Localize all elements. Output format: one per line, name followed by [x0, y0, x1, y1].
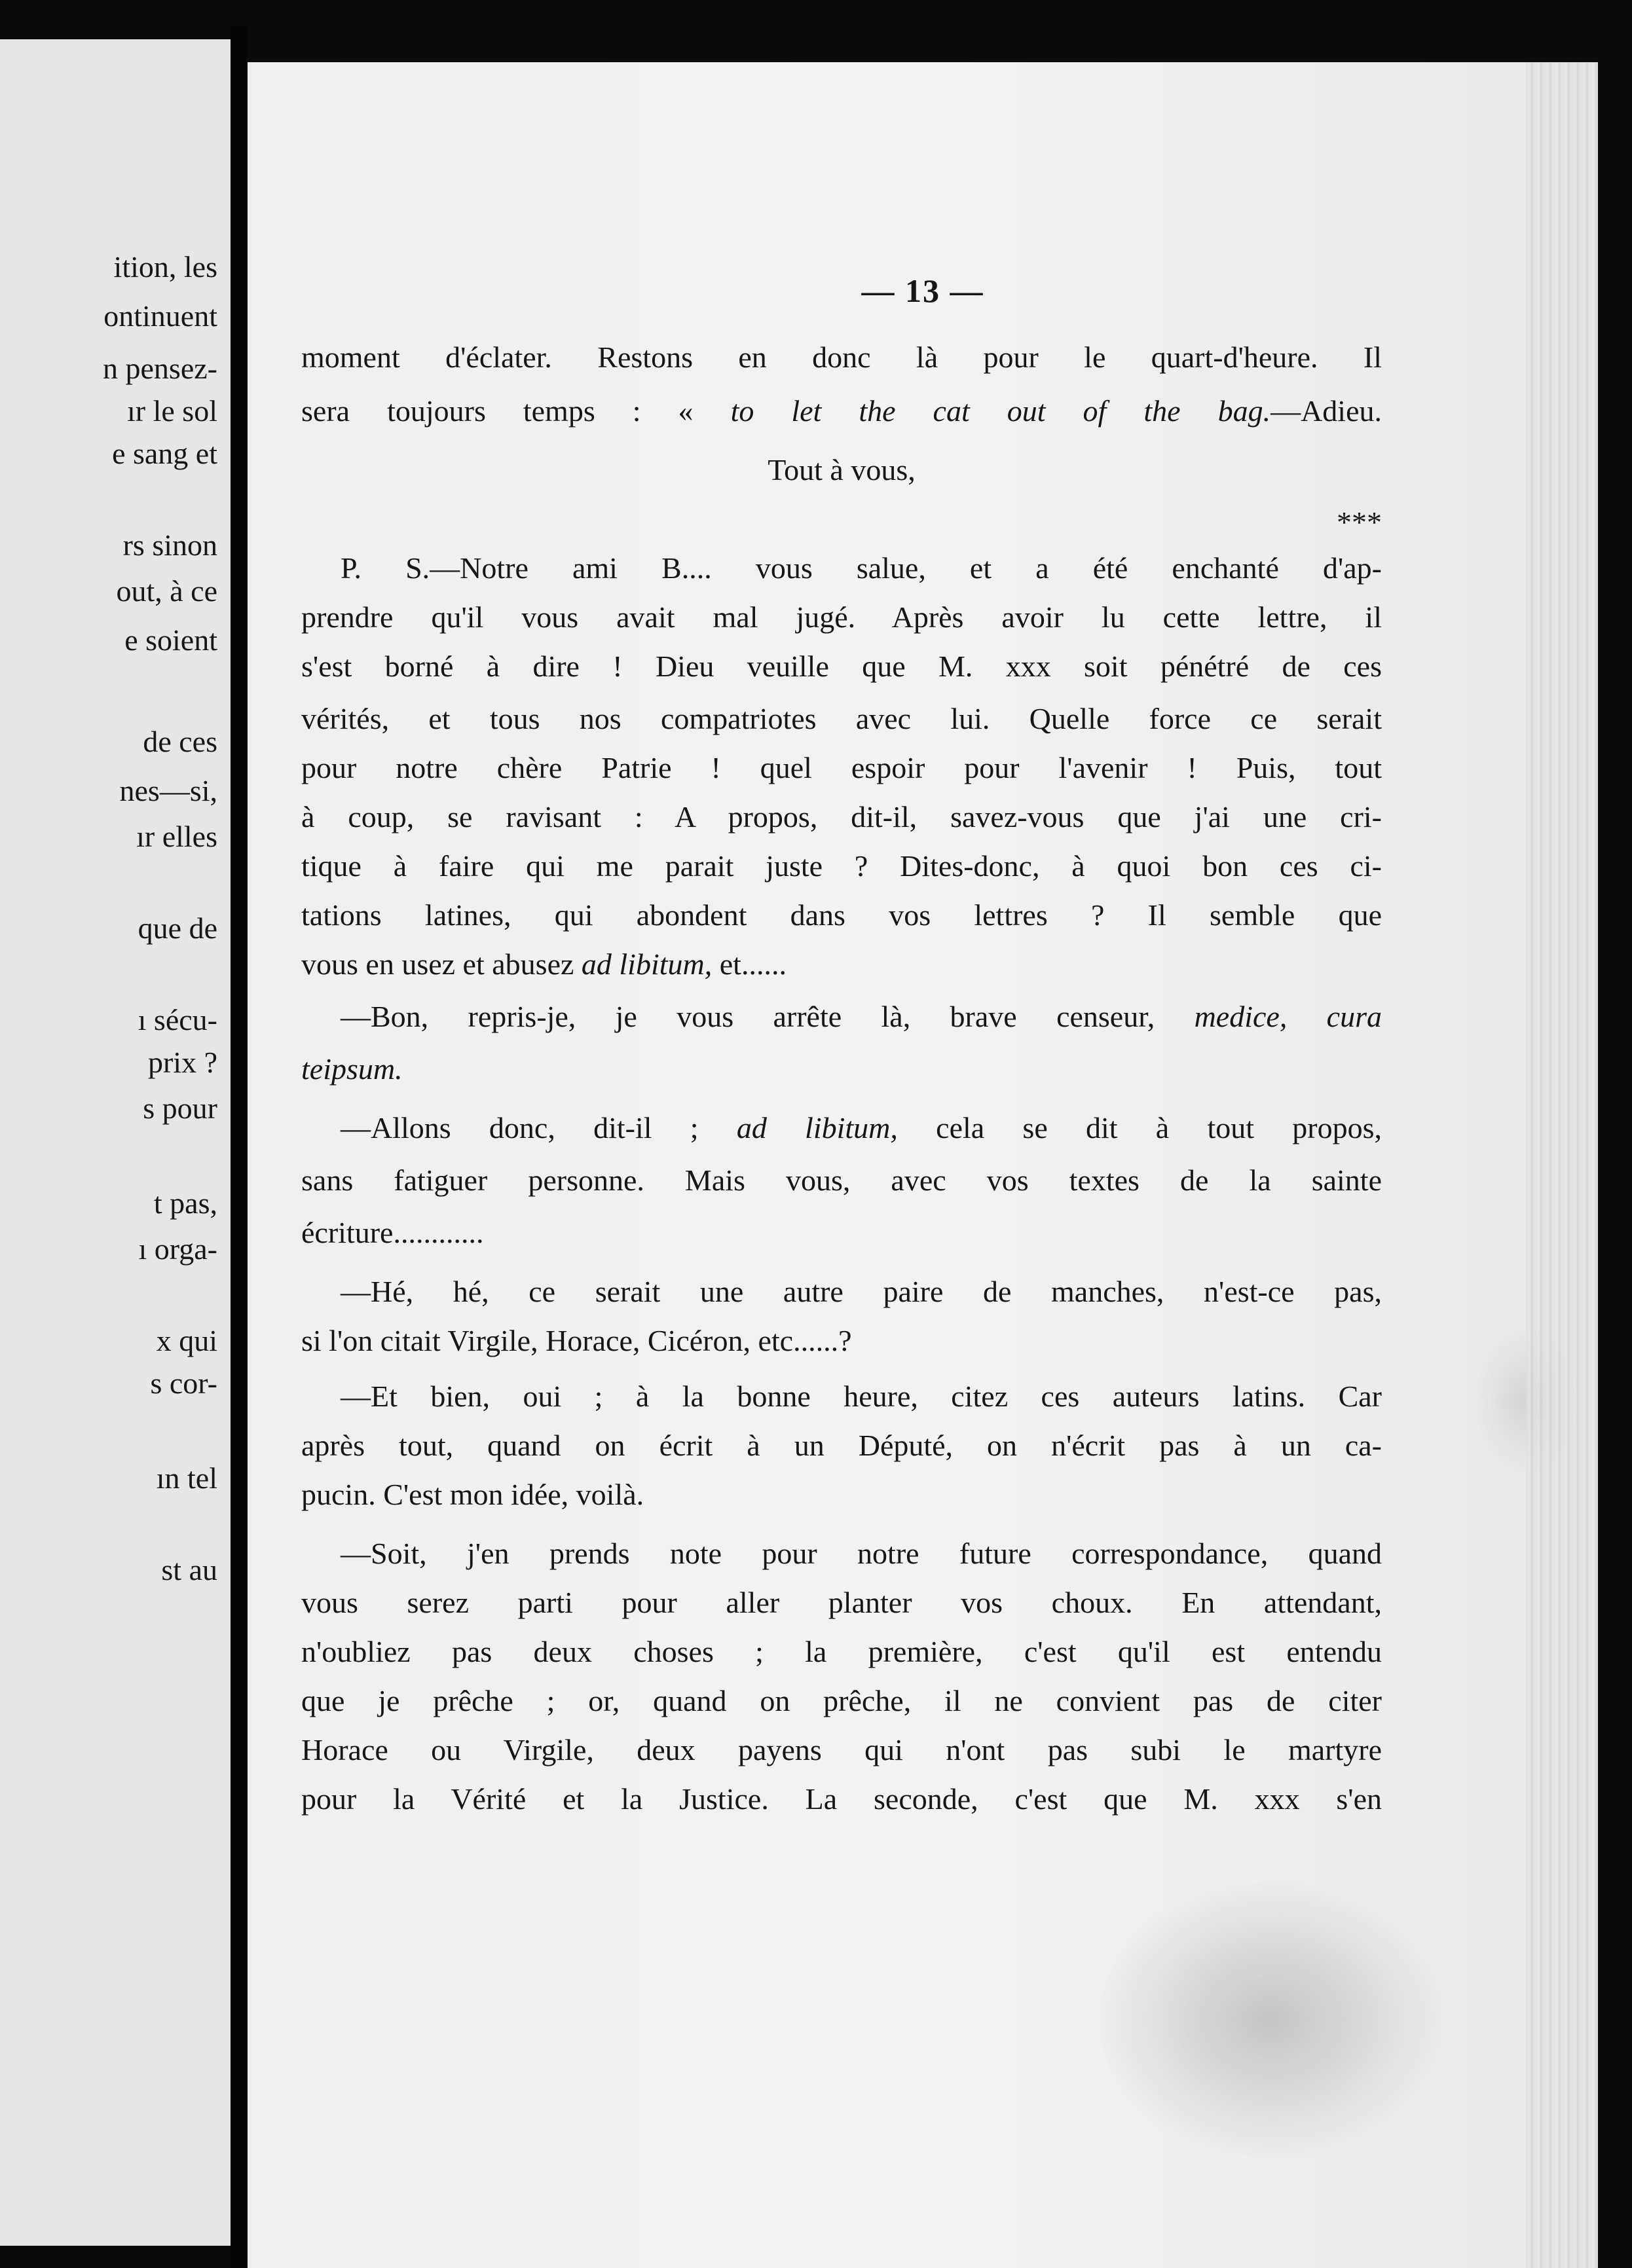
- text-line: [301, 802, 1382, 832]
- text-segment: sera toujours temps : «: [301, 394, 731, 428]
- text-line: [301, 1326, 1382, 1356]
- text-line: [301, 396, 1382, 426]
- book-gutter: [231, 26, 248, 2268]
- left-page-line: nes—si,: [119, 774, 217, 807]
- left-page-line: rs sinon: [122, 528, 217, 562]
- text-line: [301, 1218, 1382, 1248]
- text-segment: tique à faire qui me parait juste ? Dites-donc, à quoi bon ces ci-: [301, 849, 1382, 883]
- text-line: [301, 1784, 1382, 1814]
- previous-page-fragment: [0, 39, 231, 2246]
- page-edge: [1526, 62, 1598, 2268]
- text-segment: Horace ou Virgile, deux payens qui n'ont pas subi le martyre: [301, 1733, 1382, 1766]
- text-line: [301, 1431, 1382, 1461]
- left-page-line: ın tel: [156, 1461, 217, 1495]
- text-line: [301, 342, 1382, 373]
- text-segment: vérités, et tous nos compatriotes avec lui. Quelle force ce serait: [301, 702, 1382, 735]
- text-line: [301, 455, 1382, 485]
- left-page-line: ı sécu-: [138, 1003, 217, 1036]
- text-line: [301, 753, 1382, 783]
- text-segment: écriture............: [301, 1216, 484, 1249]
- text-segment: pour notre chère Patrie ! quel espoir pour l'avenir ! Puis, tout: [301, 751, 1382, 784]
- text-line: [301, 1735, 1382, 1765]
- text-line: [301, 1637, 1382, 1667]
- text-segment: pucin. C'est mon idée, voilà.: [301, 1478, 644, 1511]
- italic-text: medice, cura: [1194, 1000, 1382, 1033]
- left-page-line: x qui: [156, 1324, 217, 1357]
- text-segment: ***: [1337, 505, 1382, 539]
- text-line: [301, 1686, 1382, 1716]
- text-segment: et......: [712, 947, 787, 981]
- text-line: [301, 507, 1382, 538]
- text-line: [301, 1588, 1382, 1618]
- left-page-line: st au: [161, 1553, 217, 1586]
- text-segment: —Adieu.: [1270, 394, 1382, 428]
- text-segment: si l'on citait Virgile, Horace, Cicéron, etc......?: [301, 1324, 852, 1357]
- left-page-line: de ces: [143, 725, 217, 758]
- left-page-line: ı orga-: [138, 1232, 217, 1266]
- text-line: [301, 602, 1382, 632]
- italic-text: ad libitum,: [581, 947, 713, 981]
- text-segment: cela se dit à tout propos,: [897, 1111, 1382, 1144]
- text-segment: n'oubliez pas deux choses ; la première, c'est qu'il est entendu: [301, 1635, 1382, 1668]
- italic-text: teipsum.: [301, 1052, 403, 1086]
- left-page-line: ition, les: [113, 250, 217, 284]
- left-page-line: n pensez-: [103, 352, 217, 385]
- left-page-line: e soient: [124, 623, 217, 657]
- text-line: [301, 651, 1382, 682]
- text-line: [301, 1277, 1382, 1307]
- text-segment: —Soit, j'en prends note pour notre future correspondance, quand: [341, 1537, 1382, 1570]
- text-line: [301, 1113, 1382, 1143]
- text-segment: Tout à vous,: [768, 453, 916, 486]
- text-segment: tations latines, qui abondent dans vos lettres ? Il semble que: [301, 898, 1382, 932]
- book-page: [248, 62, 1598, 2268]
- left-page-line: t pas,: [153, 1186, 217, 1220]
- text-segment: vous en usez et abusez: [301, 947, 582, 981]
- text-segment: sans fatiguer personne. Mais vous, avec vos textes de la sainte: [301, 1163, 1382, 1197]
- text-line: [301, 851, 1382, 881]
- italic-text: ad libitum,: [736, 1111, 898, 1144]
- text-segment: après tout, quand on écrit à un Député, on n'écrit pas à un ca-: [301, 1429, 1382, 1462]
- text-segment: prendre qu'il vous avait mal jugé. Après avoir lu cette lettre, il: [301, 600, 1382, 634]
- left-page-line: que de: [138, 911, 217, 945]
- left-page-line: out, à ce: [116, 574, 217, 608]
- left-page-line: ır elles: [136, 820, 217, 853]
- text-line: [301, 553, 1382, 583]
- text-line: [301, 1381, 1382, 1412]
- text-segment: —Bon, repris-je, je vous arrête là, brave censeur,: [341, 1000, 1195, 1033]
- left-page-line: e sang et: [112, 437, 217, 470]
- text-line: [301, 1002, 1382, 1032]
- text-segment: —Hé, hé, ce serait une autre paire de manches, n'est-ce pas,: [341, 1275, 1382, 1308]
- italic-text: to let the cat out of the bag.: [730, 394, 1271, 428]
- text-segment: P. S.—Notre ami B.... vous salue, et a été enchanté d'ap-: [341, 551, 1382, 585]
- text-line: [301, 1054, 1382, 1084]
- left-page-line: s cor-: [150, 1366, 217, 1400]
- left-page-line: ontinuent: [103, 299, 217, 333]
- left-page-line: prix ?: [147, 1046, 217, 1079]
- text-segment: pour la Vérité et la Justice. La seconde, c'est que M. xxx s'en: [301, 1782, 1382, 1816]
- text-line: [301, 1539, 1382, 1569]
- left-page-line: ır le sol: [127, 394, 217, 428]
- text-line: [301, 1165, 1382, 1196]
- text-segment: que je prêche ; or, quand on prêche, il ne convient pas de citer: [301, 1684, 1382, 1717]
- text-line: [301, 900, 1382, 930]
- text-line: [301, 949, 1382, 979]
- text-segment: à coup, se ravisant : A propos, dit-il, savez-vous que j'ai une cri-: [301, 800, 1382, 833]
- text-segment: vous serez parti pour aller planter vos choux. En attendant,: [301, 1586, 1382, 1619]
- text-segment: —Et bien, oui ; à la bonne heure, citez ces auteurs latins. Car: [341, 1380, 1382, 1413]
- text-line: [301, 704, 1382, 734]
- text-line: [301, 1480, 1382, 1510]
- page-number: — 13 —: [861, 272, 984, 309]
- text-segment: moment d'éclater. Restons en donc là pour le quart-d'heure. Il: [301, 340, 1382, 374]
- left-page-line: s pour: [143, 1091, 217, 1125]
- text-segment: s'est borné à dire ! Dieu veuille que M. xxx soit pénétré de ces: [301, 649, 1382, 683]
- page-stain: [1099, 1882, 1439, 2157]
- text-segment: —Allons donc, dit-il ;: [341, 1111, 737, 1144]
